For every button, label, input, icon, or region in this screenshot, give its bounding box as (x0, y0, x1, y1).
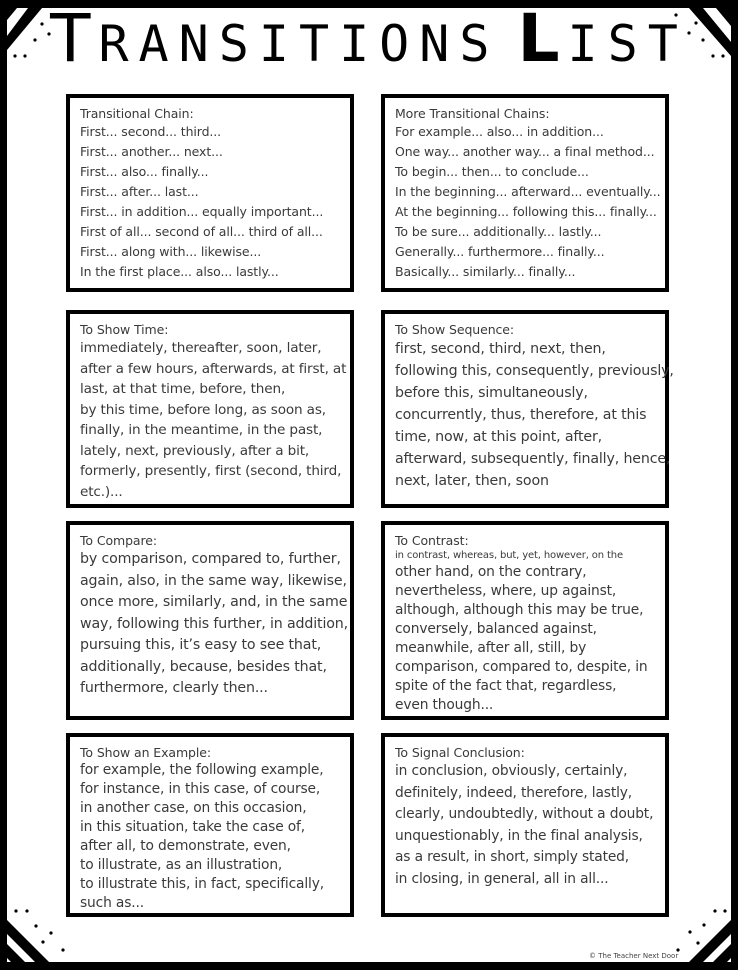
corner-stripes-bottom-left-icon (0, 900, 70, 970)
section-body (80, 761, 340, 913)
body-line: after all, to demonstrate, even, (80, 838, 291, 854)
body-line: to illustrate this, in fact, specifically, (80, 876, 324, 892)
title-word-list: LIST (517, 0, 688, 77)
list-item: First... after... last... (80, 184, 199, 199)
body-line: once more, similarly, and, in the same (80, 594, 348, 610)
list-item: First... also... finally... (80, 164, 209, 179)
body-line: conversely, balanced against, (395, 621, 597, 637)
body-line: by comparison, compared to, further, (80, 551, 341, 567)
body-line: definitely, indeed, therefore, lastly, (395, 784, 633, 801)
body-line: meanwhile, after all, still, by (395, 640, 587, 656)
body-line: for instance, in this case, of course, (80, 781, 321, 797)
section-body (395, 338, 674, 492)
section-body (395, 761, 655, 890)
section-more-transitional-chains (381, 94, 669, 292)
body-line: afterward, subsequently, finally, hence, (395, 451, 671, 467)
list-item: First... in addition... equally important... (80, 204, 324, 219)
body-line: after a few hours, afterwards, at first, at (80, 360, 347, 377)
body-line: immediately, thereafter, soon, later, (80, 340, 322, 356)
list-item: To begin... then... to conclude... (395, 164, 589, 179)
section-body (395, 549, 655, 715)
list-item: At the beginning... following this... finally... (395, 204, 657, 219)
section-heading: To Show Time: (80, 322, 169, 337)
body-line: concurrently, thus, therefore, at this (395, 407, 647, 423)
section-body (80, 549, 348, 700)
section-heading: To Show an Example: (80, 745, 211, 760)
section-contrast (381, 521, 669, 720)
list-item: First... another... next... (80, 144, 223, 159)
section-heading: To Contrast: (395, 533, 469, 548)
body-line: next, later, then, soon (395, 473, 549, 489)
body-line: time, now, at this point, after, (395, 429, 603, 445)
body-line: such as... (80, 895, 144, 911)
list-item: First... along with... likewise... (80, 244, 262, 259)
list-item: To be sure... additionally... lastly... (395, 224, 602, 239)
copyright-credit: © The Teacher Next Door (589, 952, 679, 960)
section-body (80, 338, 347, 502)
section-heading: Transitional Chain: (80, 106, 194, 121)
list-item: Generally... furthermore... finally... (395, 244, 605, 259)
list-item: In the beginning... afterward... eventually... (395, 184, 661, 199)
section-heading: More Transitional Chains: (395, 106, 550, 121)
body-line: additionally, because, besides that, (80, 658, 327, 675)
body-line: finally, in the meantime, in the past, (80, 422, 323, 438)
body-line: in conclusion, obviously, certainly, (395, 763, 628, 779)
list-item: For example... also... in addition... (395, 124, 604, 139)
section-show-time (66, 310, 354, 508)
section-heading: To Show Sequence: (395, 322, 515, 337)
body-line: to illustrate, as an illustration, (80, 857, 283, 873)
body-line: unquestionably, in the final analysis, (395, 827, 643, 844)
body-line: in closing, in general, all in all... (395, 870, 609, 887)
body-line: before this, simultaneously, (395, 385, 588, 401)
section-lines (395, 122, 661, 282)
body-line: pursuing this, it’s easy to see that, (80, 637, 322, 653)
body-line: clearly, undoubtedly, without a doubt, (395, 806, 654, 822)
body-line: although, although this may be true, (395, 602, 644, 618)
body-line: even though... (395, 697, 494, 713)
section-show-sequence (381, 310, 674, 508)
body-line: in this situation, take the case of, (80, 819, 306, 835)
body-line: furthermore, clearly then... (80, 680, 268, 696)
body-line: first, second, third, next, then, (395, 341, 606, 357)
corner-stripes-bottom-right-icon (668, 900, 738, 970)
list-item: In the first place... also... lastly... (80, 264, 279, 279)
list-item: Basically... similarly... finally... (395, 264, 576, 279)
body-line: other hand, on the contrary, (395, 564, 587, 580)
section-signal-conclusion (381, 733, 669, 917)
page-title (0, 0, 738, 77)
body-line: formerly, presently, first (second, third, (80, 463, 342, 479)
section-show-example (66, 733, 354, 917)
body-line: following this, consequently, previously, (395, 363, 674, 379)
body-line: lately, next, previously, after a bit, (80, 442, 310, 459)
body-line: by this time, before long, as soon as, (80, 401, 326, 418)
section-heading: To Signal Conclusion: (395, 745, 525, 760)
body-line: last, at that time, before, then, (80, 381, 286, 397)
title-word-transitions: TRANSITIONS (50, 0, 500, 77)
body-line: as a result, in short, simply stated, (395, 849, 630, 865)
list-item: First... second... third... (80, 124, 222, 139)
body-line: comparison, compared to, despite, in (395, 659, 648, 675)
section-compare (66, 521, 354, 720)
body-line-small: in contrast, whereas, but, yet, however, on the (395, 550, 623, 561)
section-lines (80, 122, 340, 282)
list-item: One way... another way... a final method... (395, 144, 655, 159)
body-line: nevertheless, where, up against, (395, 583, 617, 599)
list-item: First of all... second of all... third of all... (80, 224, 323, 239)
section-heading: To Compare: (80, 533, 157, 548)
body-line: etc.)... (80, 483, 123, 500)
body-line: for example, the following example, (80, 762, 324, 778)
body-line: in another case, on this occasion, (80, 800, 307, 816)
section-transitional-chain (66, 94, 354, 292)
body-line: again, also, in the same way, likewise, (80, 572, 347, 589)
body-line: way, following this further, in addition, (80, 615, 348, 632)
body-line: spite of the fact that, regardless, (395, 678, 617, 694)
